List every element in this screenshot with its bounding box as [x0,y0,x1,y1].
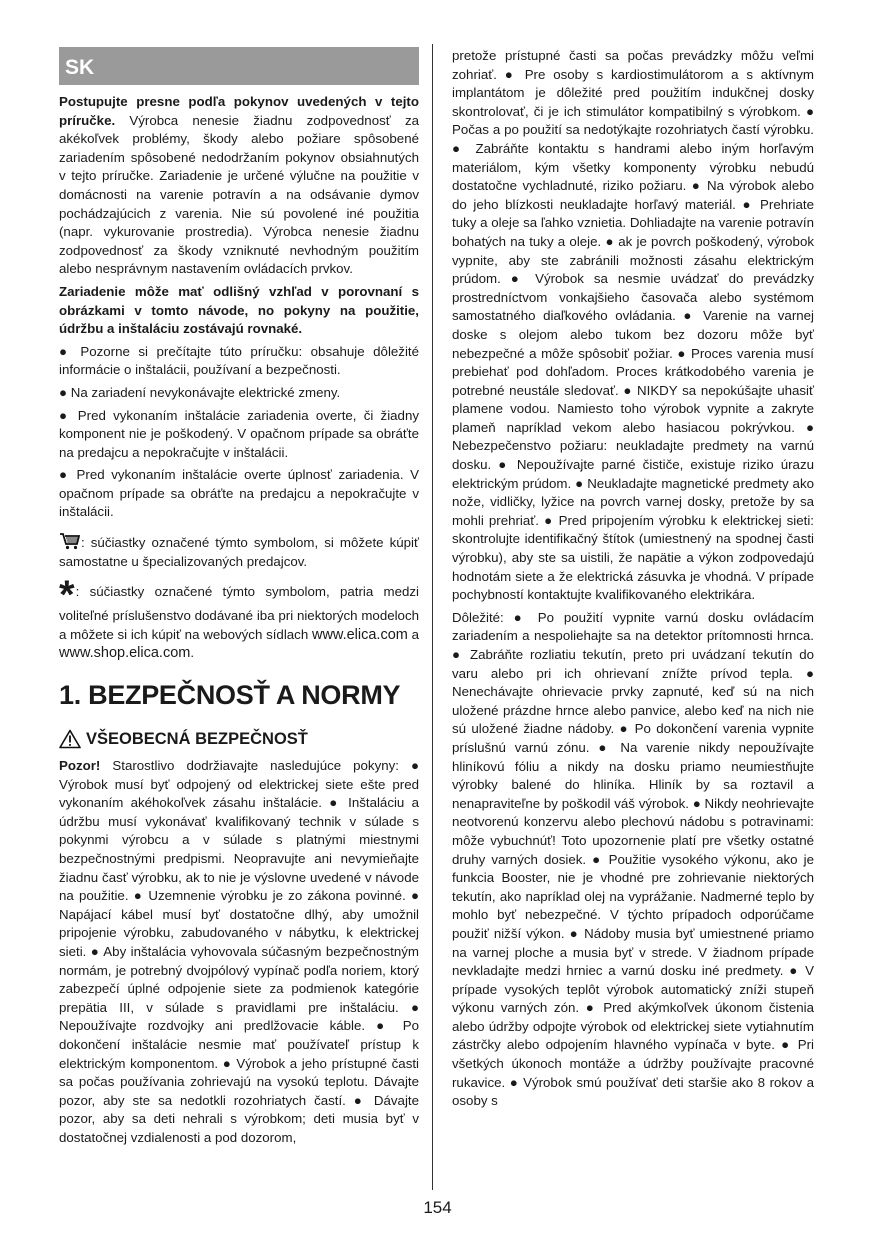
bullet-no-modifications: ● Na zariadení nevykonávajte elektrické zmeny. [59,384,341,400]
intro-paragraph [59,93,419,279]
star-symbol-note [59,573,419,663]
language-header: SK [59,47,419,85]
column-divider [432,44,433,1190]
url-separator: a [407,626,419,642]
bullet-read-manual: ● Pozorne si prečítajte túto príručku: obsahuje dôležité informácie o inštalácii, používaní a bezpečnosti. [59,343,419,378]
warning-triangle-icon [59,729,81,749]
subsection-title [59,725,419,753]
star-symbol-text: : súčiastky označené týmto symbolom, patria medzi voliteľné príslušenstvo dodávané iba pri niektorých modeloch a môžete si ich kúpiť na webových sídlach [59,584,419,642]
cart-symbol-text: : súčiastky označené týmto symbolom, si môžete kúpiť samostatne u špecializovaných predajcov. [59,535,419,569]
bullet-check-damage: ● Pred vykonaním inštalácie zariadenia overte, či žiadny komponent nie je poškodený. V opačnom prípade sa obráťte na predajcu a nepokračujte v inštalácii. [59,407,419,460]
url-end: . [190,645,195,661]
bullet-check-completeness: ● Pred vykonaním inštalácie overte úplnosť zariadenia. V opačnom prípade sa obráťte na predajcu a nepokračujte v inštalácii. [59,467,419,520]
left-column [59,47,419,1152]
safety-text-left [59,757,419,1147]
page-number: 154 [423,1198,452,1217]
subsection-title-text: VŠEOBECNÁ BEZPEČNOSŤ [86,730,308,749]
shopping-cart-icon [59,532,81,550]
elica-link[interactable]: www.elica.com [311,626,408,643]
elica-shop-link[interactable]: www.shop.elica.com [59,645,191,662]
asterisk-icon: * [59,573,75,618]
important-paragraph: Dôležité: ● Po použití vypnite varnú dosku ovládacím zariadením a nespoliehajte sa na detektor prítomnosti hrnca. ● Zabráňte rozliatiu tekutín, preto pri uvádzaní tekutín do varu alebo pri ich ohrievaní znížte prívod tepla. ● Nenechávajte ohrievacie prvky zapnuté, keď sú na nich uložené prázdne hrnce alebo panvice, alebo keď na nich nie sú uložené žiadne nádoby. ● Po dokončení varenia vypnite príslušnú varnú zónu. ● Na varenie nikdy nepoužívajte hliníkovú fóliu a nikdy na dosku priamo neumiestňujte výrobky balené do hliníka. Hliník by sa roztavil a nenapraviteľne by poškodil váš výrobok. ● Nikdy neohrievajte neotvorenú konzervu alebo plechovú nádobu s potravinami: môže vybuchnúť! Toto upozornenie platí pre všetky ostatné druhy varných dosiek. ● Použitie vysokého výkonu, ako je funkcia Booster, nie je vhodné pre zohrievanie niektorých tekutín, ako napríklad olej na vyprážanie. Nadmerné teplo by mohlo byť nebezpečné. V týchto prípadoch odporúčame použiť nižší výkon. ● Nádoby musia byť umiestnené priamo na varnej ploche a musia byť v strede. V žiadnom prípade nevkladajte medzi hrniec a varnú dosku iné predmety. ● V prípade vysokých teplôt výrobok automatický zníži stupeň výkonu varných zón. ● Pred akýmkoľvek úkonom čistenia alebo údržby odpojte výrobok od elektrickej siete vytiahnutím zástrčky alebo odpojením hlavného vypínača v byte. ● Pri všetkých úkonoch montáže a údržby používajte pracovné rukavice. ● Výrobok smú používať deti staršie ako 8 rokov a osoby s [452,609,814,1109]
section-title: 1. BEZPEČNOSŤ A NORMY [59,680,401,711]
safety-body-left: Starostlivo dodržiavajte nasledujúce pokyny: ● Výrobok musí byť odpojený od elektrickej siete ešte pred vykonaním akéhokoľvek zásahu inštalácie. ● Inštaláciu a údržbu musí vykonávať kvalifikovaný technik v súlade s pokynmi výrobcu a v súlade s platnými miestnymi bezpečnostnými predpismi. Neopravujte ani nevymieňajte žiadnu časť výrobku, ak to nie je výslovne uvedené v návode na použitie. ● Uzemnenie výrobku je zo zákona povinné. ● Napájací kábel musí byť dostatočne dlhý, aby umožnil pripojenie výrobku, zabudovaného v nábytku, k elektrickej sieti. ● Aby inštalácia vyhovovala súčasným bezpečnostným normám, je potrebný dvojpólový vypínač podľa noriem, ktorý zabezpečí úplné odpojenie siete za podmienok kategórie prepätia III, v súlade s pravidlami pre inštaláciu. ● Nepoužívajte rozdvojky ani predlžovacie káble. ● Po dokončení inštalácie nesmie mať používateľ prístup k elektrickým komponentom. ● Výrobok a jeho prístupné časti sa počas používania zohrievajú na vysokú teplotu. Dávajte pozor, aby ste sa nedotkli rozohriatych častí. ● Dávajte pozor, aby sa deti nehrali s výrobkom; deti musia byť v dostatočnej vzdialenosti a pod dozorom, [59,758,419,1145]
safety-text-right: pretože prístupné časti sa počas prevádzky môžu veľmi zohriať. ● Pre osoby s kardiostimulátorom a s aktívnym implantátom je dôležité pred použitím indukčnej dosky skontrolovať, či je ich stimulátor kompatibilný s výrobkom. ● Počas a po použití sa nedotýkajte rozohriatych častí výrobku. ● Zabráňte kontaktu s handrami alebo iným horľavým materiálom, kým všetky komponenty výrobku nebudú dostatočne vychladnuté, riziko požiaru. ● Na výrobok alebo do jeho blízkosti neukladajte horľavý materiál. ● Prehriate tuky a oleje sa ľahko vznietia. Dohliadajte na varenie potravín bohatých na tuky a oleje. ● ak je povrch poškodený, výrobok vypnite, aby ste zabránili možnosti zásahu elektrickým prúdom. ● Výrobok sa nesmie uvádzať do prevádzky prostredníctvom vonkajšieho časovača alebo systémom samostatného diaľkového ovládania. ● Varenie na varnej doske s olejom alebo tukom bez dozoru môže byť nebezpečné a môže spôsobiť požiar. ● Proces varenia musí prebiehať pod dohľadom. Proces krátkodobého varenia je potrebné neustále sledovať. ● NIKDY sa nepokúšajte uhasiť plamene vodou. Namiesto toho výrobok vypnite a zakryte plameň napríklad vekom alebo hasiacou pokrývkou. ● Nebezpečenstvo požiaru: neukladajte predmety na varnú dosku. ● Nepoužívajte parné čističe, existuje riziko úrazu elektrickým prúdom. ● Neukladajte magnetické predmety ako nože, vidličky, lyžice na povrch varnej dosky, pretože by sa mohli prehriať. ● Pred pripojením výrobku k elektrickej sieti: skontrolujte identifikačný štítok (umiestnený na spodnej časti výrobku), aby ste sa uistili, že napätie a výkon zodpovedajú hodnotám siete a že elektrická zásuvka je vhodná. V prípade pochybností kontaktujte kvalifikovaného elektrikára. [452,48,814,603]
intro-bold-lead: Postupujte presne podľa pokynov uvedených v tejto príručke. [59,94,419,128]
warning-lead: Pozor! [59,758,101,774]
appearance-note: Zariadenie môže mať odlišný vzhľad v porovnaní s obrázkami v tomto návode, no pokyny na použitie, údržbu a inštaláciu zostávajú rovnaké. [59,283,419,337]
intro-text: Výrobca nenesie žiadnu zodpovednosť za akékoľvek problémy, škody alebo požiare spôsobené zariadením spôsobené nedodržaním pokynov obsiahnutých v tejto príručke. Zariadenie je určené výlučne na použitie v domácnosti na varenie potravín a na odsávanie dymov pochádzajúcich z varenia. Nie sú povolené iné použitia (napr. vykurovanie prostredia). Výrobca nenesie žiadnu zodpovednosť za škody vzniknuté nevhodným použitím alebo nesprávnym nastavením ovládacích prvkov. [59,112,419,277]
cart-symbol-note [59,532,419,571]
right-column [452,47,814,1115]
